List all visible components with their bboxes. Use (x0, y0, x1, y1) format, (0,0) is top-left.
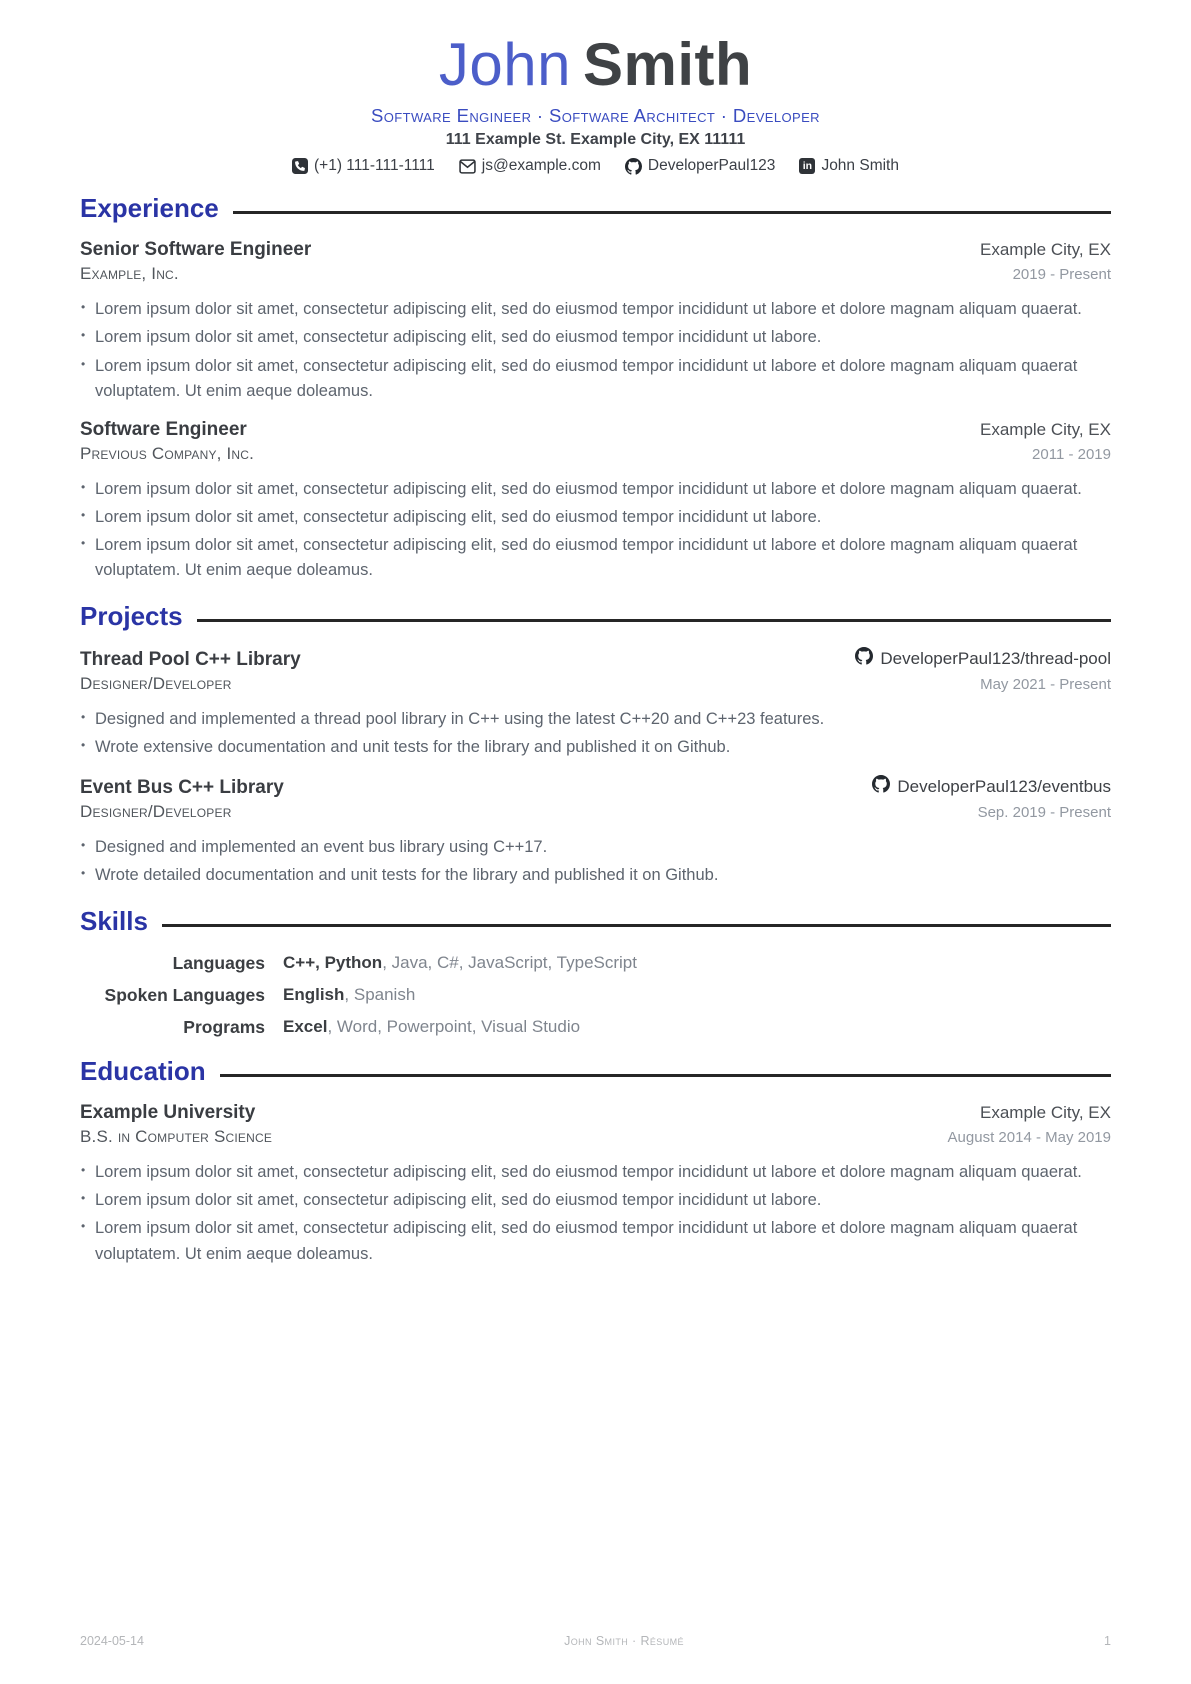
section-heading-education (80, 1056, 1111, 1087)
phone-icon (292, 158, 308, 174)
github-link[interactable] (625, 157, 776, 175)
bullet-list (80, 297, 1111, 403)
github-icon (625, 158, 642, 175)
heading-rule (233, 211, 1111, 214)
school-location: Example City, EX (979, 1103, 1111, 1123)
section-heading-experience (80, 193, 1111, 224)
repo-link[interactable] (855, 647, 1111, 670)
bullet-list (80, 707, 1111, 760)
section-title: Experience (80, 193, 219, 224)
project-entry (80, 647, 1111, 760)
github-label: DeveloperPaul123 (647, 157, 776, 175)
footer-page-number: 1 (1104, 1634, 1111, 1648)
address: 111 Example St. Example City, EX 11111 (445, 131, 746, 149)
repo-link[interactable] (872, 775, 1111, 798)
project-role: Designer/Developer (80, 802, 232, 822)
linkedin-label: John Smith (821, 157, 899, 175)
project-dates: Sep. 2019 - Present (977, 804, 1111, 822)
skill-values-strong: C++, Python (283, 953, 383, 973)
bullet-item: • Lorem ipsum dolor sit amet, consectetur adipiscing elit, sed do eiusmod tempor incididunt ut labore et dolore magnam aliquam quaerat voluptatem. Ut enim aeque doleamus. (80, 354, 1111, 404)
skill-values-strong: English (283, 985, 345, 1005)
bullet-item: • Lorem ipsum dolor sit amet, consectetur adipiscing elit, sed do eiusmod tempor incididunt ut labore. (80, 505, 1111, 530)
bullet-item: • Wrote detailed documentation and unit tests for the library and published it on Github. (80, 863, 1111, 888)
email-label: js@example.com (481, 157, 601, 175)
page-footer (80, 1634, 1111, 1648)
company-name: Example, Inc. (80, 264, 179, 284)
bullet-item: • Lorem ipsum dolor sit amet, consectetur adipiscing elit, sed do eiusmod tempor incididunt ut labore et dolore magnam aliquam quaerat. (80, 477, 1111, 502)
project-title: Thread Pool C++ Library (80, 649, 301, 671)
repo-label: DeveloperPaul123/thread-pool (880, 648, 1111, 668)
section-title: Skills (80, 906, 148, 937)
section-education (80, 1056, 1111, 1266)
job-dates: 2019 - Present (1012, 266, 1111, 284)
bullet-list (80, 835, 1111, 888)
github-icon (855, 647, 873, 670)
job-title: Software Engineer (80, 418, 247, 440)
job-location: Example City, EX (979, 240, 1111, 260)
last-name: Smith (582, 31, 753, 98)
skill-values-rest: , Spanish (344, 985, 416, 1005)
bullet-item: • Wrote extensive documentation and unit tests for the library and published it on Github. (80, 735, 1111, 760)
footer-date: 2024-05-14 (80, 1634, 144, 1648)
bullet-item: • Lorem ipsum dolor sit amet, consectetur adipiscing elit, sed do eiusmod tempor incididunt ut labore et dolore magnam aliquam quaerat. (80, 1160, 1111, 1185)
section-heading-projects (80, 601, 1111, 632)
skills-table (80, 953, 1111, 1038)
section-title: Projects (80, 601, 183, 632)
project-dates: May 2021 - Present (980, 676, 1111, 694)
bullet-list (80, 477, 1111, 583)
job-title: Senior Software Engineer (80, 239, 312, 261)
project-entry (80, 775, 1111, 888)
linkedin-link[interactable] (799, 157, 899, 175)
section-skills (80, 906, 1111, 1038)
bullet-item: • Designed and implemented an event bus library using C++17. (80, 835, 1111, 860)
skill-values-rest: , Java, C#, JavaScript, TypeScript (382, 953, 637, 973)
skill-values-strong: Excel (283, 1017, 328, 1037)
bullet-item: • Lorem ipsum dolor sit amet, consectetur adipiscing elit, sed do eiusmod tempor incididunt ut labore. (80, 325, 1111, 350)
company-name: Previous Company, Inc. (80, 443, 255, 463)
skill-values (283, 953, 1111, 974)
bullet-item: • Lorem ipsum dolor sit amet, consectetur adipiscing elit, sed do eiusmod tempor incididunt ut labore. (80, 1188, 1111, 1213)
github-icon (872, 775, 890, 798)
contact-row (80, 157, 1111, 175)
project-role: Designer/Developer (80, 674, 232, 694)
job-location: Example City, EX (979, 419, 1111, 439)
degree: B.S. in Computer Science (80, 1127, 273, 1147)
footer-title: John Smith · Résumé (564, 1634, 684, 1648)
project-title: Event Bus C++ Library (80, 777, 284, 799)
phone-label: (+1) 111-111-1111 (314, 157, 435, 175)
heading-rule (220, 1074, 1111, 1077)
linkedin-icon: in (799, 158, 815, 174)
skill-values (283, 985, 1111, 1006)
email-link[interactable] (459, 157, 601, 175)
repo-label: DeveloperPaul123/eventbus (897, 776, 1111, 796)
phone-link[interactable] (292, 157, 435, 175)
bullet-item: • Lorem ipsum dolor sit amet, consectetur adipiscing elit, sed do eiusmod tempor incididunt ut labore et dolore magnam aliquam quaerat voluptatem. Ut enim aeque doleamus. (80, 533, 1111, 583)
envelope-icon (459, 159, 476, 174)
school-name: Example University (80, 1102, 256, 1124)
skill-values-rest: , Word, Powerpoint, Visual Studio (327, 1017, 581, 1037)
section-heading-skills (80, 906, 1111, 937)
resume-header (80, 31, 1111, 175)
heading-rule (162, 924, 1111, 927)
section-projects (80, 601, 1111, 888)
experience-entry (80, 239, 1111, 403)
skill-values (283, 1017, 1111, 1038)
job-dates: 2011 - 2019 (1032, 445, 1111, 463)
bullet-item: • Lorem ipsum dolor sit amet, consectetur adipiscing elit, sed do eiusmod tempor incididunt ut labore et dolore magnam aliquam quaerat voluptatem. Ut enim aeque doleamus. (80, 1216, 1111, 1266)
section-title: Education (80, 1056, 206, 1087)
bullet-list (80, 1160, 1111, 1266)
name (80, 31, 1111, 98)
education-entry (80, 1102, 1111, 1266)
bullet-item: • Lorem ipsum dolor sit amet, consectetur adipiscing elit, sed do eiusmod tempor incididunt ut labore et dolore magnam aliquam quaerat. (80, 297, 1111, 322)
skill-label: Languages (172, 953, 265, 974)
skill-label: Programs (183, 1017, 265, 1038)
heading-rule (197, 619, 1111, 622)
education-dates: August 2014 - May 2019 (947, 1129, 1111, 1147)
skill-label: Spoken Languages (104, 985, 265, 1006)
section-experience (80, 193, 1111, 583)
experience-entry (80, 419, 1111, 583)
bullet-item: • Designed and implemented a thread pool library in C++ using the latest C++20 and C++23 features. (80, 707, 1111, 732)
first-name: John (438, 31, 571, 98)
tagline: Software Engineer · Software Architect · Developer (371, 105, 820, 127)
